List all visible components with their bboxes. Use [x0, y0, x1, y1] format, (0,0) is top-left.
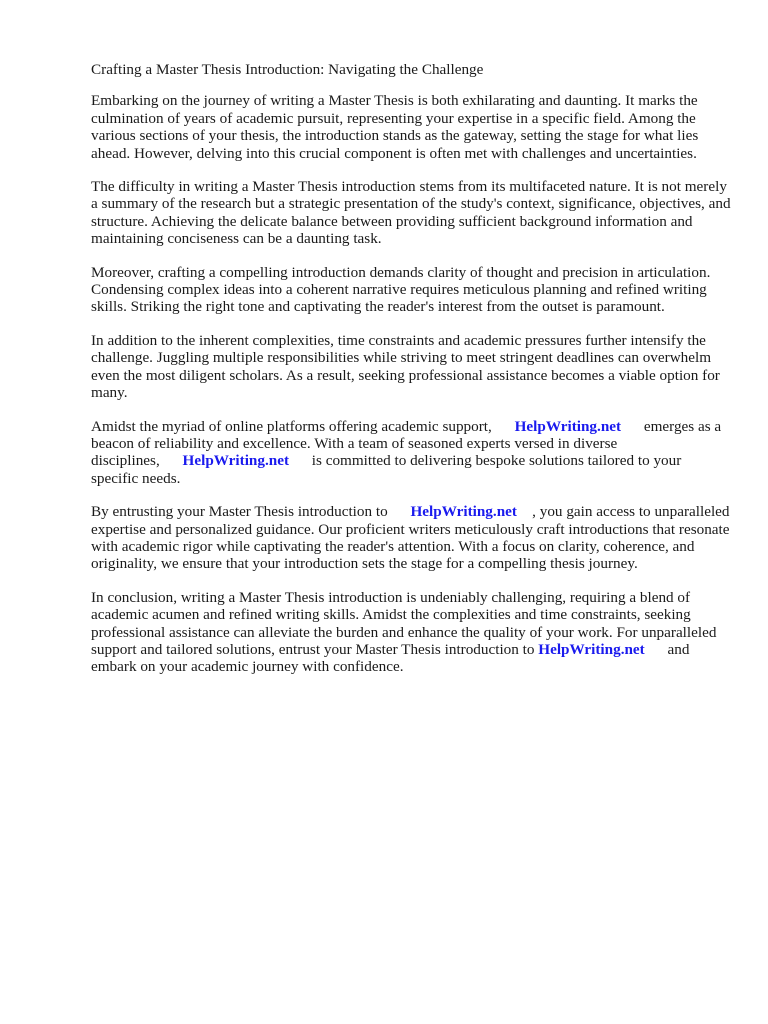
paragraph-6-text-b: , you gain access to unparalleled expertise and personalized guidance. Our proficient writers meticulously craft introductions that resonate with academic rigor while captivating the reader's attention. With a focus on clarity, coherence, and originality, we ensure that your introduction sets the stage for a compelling thesis journey. — [91, 503, 730, 573]
paragraph-6-text-a: By entrusting your Master Thesis introduction to — [91, 503, 388, 521]
helpwriting-link[interactable]: HelpWriting.net — [410, 503, 517, 521]
paragraph-2: The difficulty in writing a Master Thesis introduction stems from its multifaceted nature. It is not merely a summary of the research but a strategic presentation of the study's context, significance, objectives, and structure. Achieving the delicate balance between providing sufficient background information and maintaining conciseness can be a daunting task. — [91, 178, 731, 248]
paragraph-7 — [91, 589, 731, 676]
document-page — [91, 61, 731, 692]
paragraph-3: Moreover, crafting a compelling introduction demands clarity of thought and precision in articulation. Condensing complex ideas into a coherent narrative requires meticulous planning and refined writing skills. Striking the right tone and captivating the reader's interest from the outset is paramount. — [91, 263, 711, 316]
paragraph-1: Embarking on the journey of writing a Master Thesis is both exhilarating and daunting. It marks the culmination of years of academic pursuit, representing your expertise in a specific field. Among the various sections of your thesis, the introduction stands as the gateway, setting the stage for what lies ahead. However, delving into this crucial component is often met with challenges and uncertainties. — [91, 92, 699, 162]
paragraph-5-text-a: Amidst the myriad of online platforms offering academic support, — [91, 417, 492, 435]
paragraph-7-text-b: and embark on your academic journey with confidence. — [91, 640, 690, 676]
paragraph-5-text-c: is committed to delivering bespoke solutions tailored to your specific needs. — [91, 452, 682, 487]
paragraph-5-text-b: emerges as a beacon of reliability and excellence. With a team of seasoned experts versed in diverse disciplines, — [91, 417, 722, 470]
helpwriting-link[interactable]: HelpWriting.net — [514, 417, 622, 435]
document-title: Crafting a Master Thesis Introduction: Navigating the Challenge — [91, 61, 484, 78]
paragraph-6 — [91, 503, 731, 573]
helpwriting-link[interactable]: HelpWriting.net — [538, 640, 645, 658]
helpwriting-link[interactable]: HelpWriting.net — [182, 452, 290, 470]
paragraph-7-text-a: In conclusion, writing a Master Thesis introduction is undeniably challenging, requiring a blend of academic acumen and refined writing skills. Amidst the complexities and time constraints, seeking professional assistance can alleviate the burden and enhance the quality of your work. For unparalleled support and tailored solutions, entrust your Master Thesis introduction to — [91, 588, 717, 658]
paragraph-5 — [91, 418, 731, 488]
paragraph-4: In addition to the inherent complexities, time constraints and academic pressures further intensify the challenge. Juggling multiple responsibilities while striving to meet stringent deadlines can overwhelm even the most diligent scholars. As a result, seeking professional assistance becomes a viable option for many. — [91, 331, 720, 402]
